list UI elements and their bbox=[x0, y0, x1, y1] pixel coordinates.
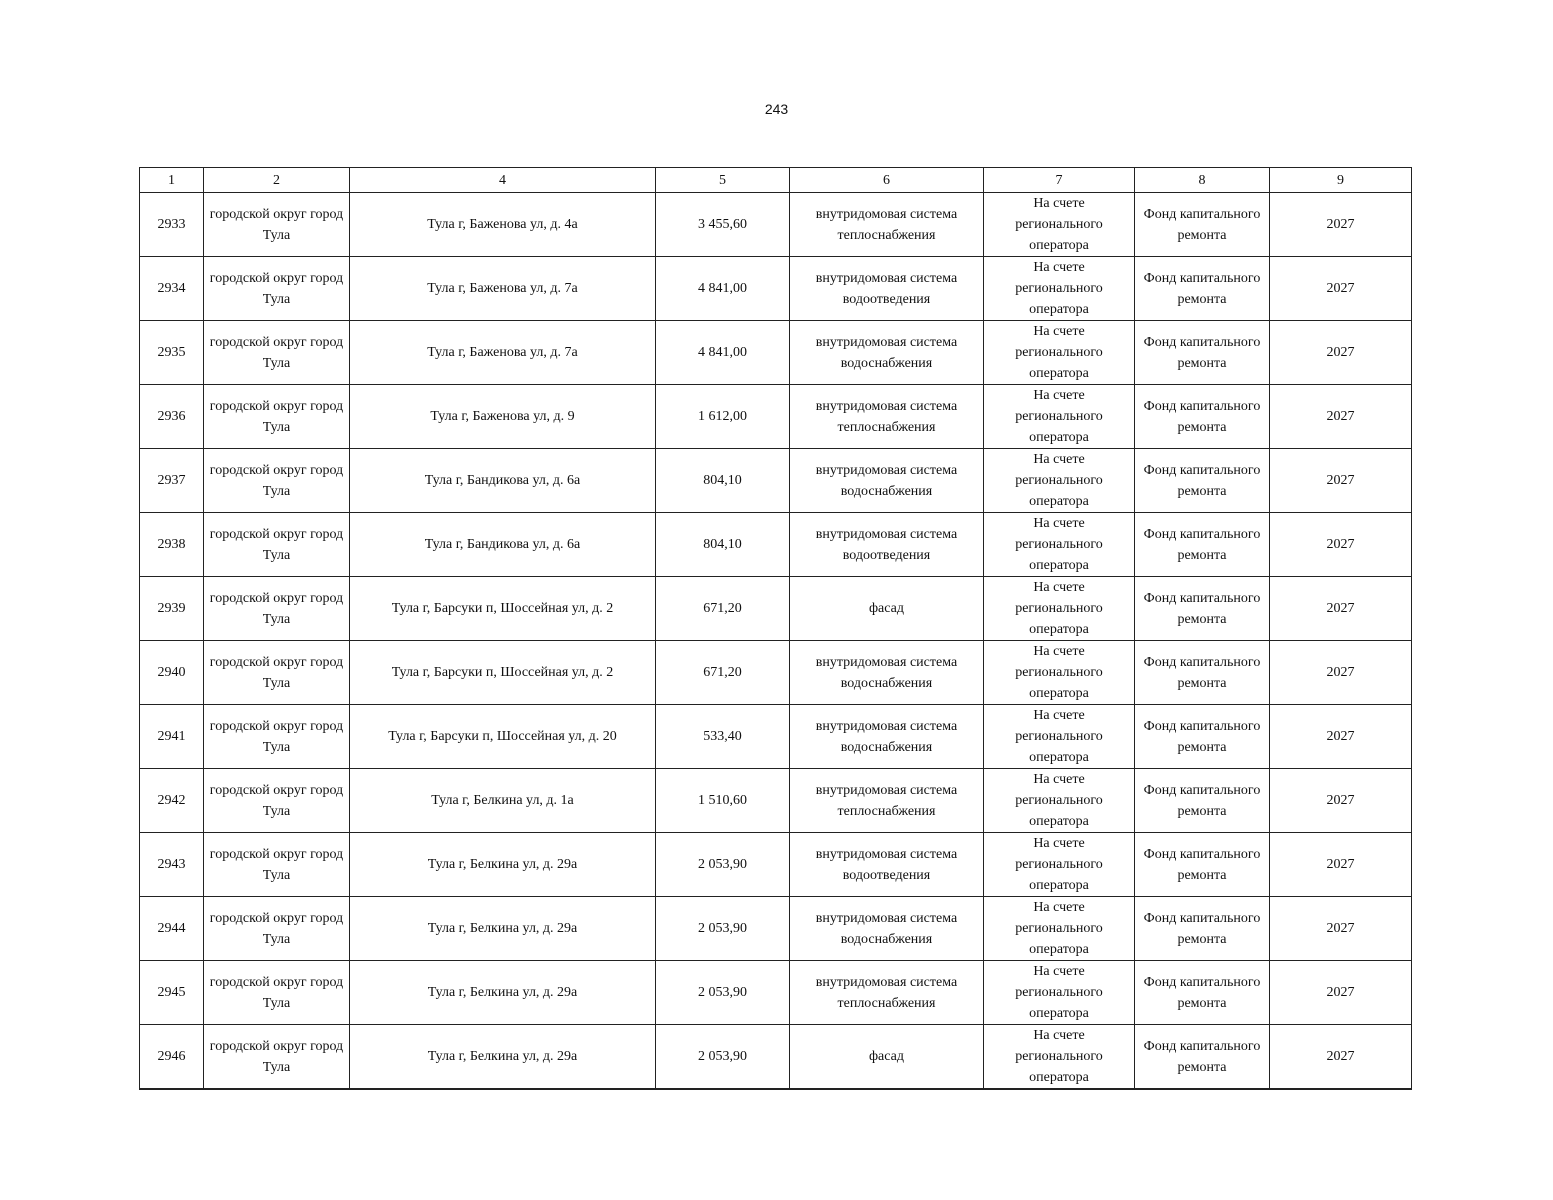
work-type-cell: внутридомовая система теплоснабжения bbox=[790, 385, 984, 449]
year-cell: 2027 bbox=[1270, 961, 1412, 1025]
account-cell: На счете регионального оператора bbox=[984, 1025, 1135, 1090]
municipality-cell: городской округ город Тула bbox=[204, 705, 350, 769]
address-cell: Тула г, Барсуки п, Шоссейная ул, д. 2 bbox=[350, 641, 656, 705]
area-cell: 2 053,90 bbox=[656, 897, 790, 961]
table-body bbox=[140, 193, 1412, 1090]
year-cell: 2027 bbox=[1270, 193, 1412, 257]
work-type-cell: внутридомовая система теплоснабжения bbox=[790, 961, 984, 1025]
table-row bbox=[140, 321, 1412, 385]
municipality-cell: городской округ город Тула bbox=[204, 385, 350, 449]
year-cell: 2027 bbox=[1270, 257, 1412, 321]
row-number-cell: 2941 bbox=[140, 705, 204, 769]
municipality-cell: городской округ город Тула bbox=[204, 577, 350, 641]
work-type-cell: фасад bbox=[790, 1025, 984, 1090]
page-number: 243 bbox=[764, 101, 789, 117]
area-cell: 671,20 bbox=[656, 577, 790, 641]
table-row bbox=[140, 769, 1412, 833]
year-cell: 2027 bbox=[1270, 1025, 1412, 1090]
row-number-cell: 2940 bbox=[140, 641, 204, 705]
account-cell: На счете регионального оператора bbox=[984, 321, 1135, 385]
account-cell: На счете регионального оператора bbox=[984, 641, 1135, 705]
work-type-cell: внутридомовая система водоснабжения bbox=[790, 641, 984, 705]
area-cell: 2 053,90 bbox=[656, 961, 790, 1025]
area-cell: 2 053,90 bbox=[656, 1025, 790, 1090]
area-cell: 804,10 bbox=[656, 513, 790, 577]
municipality-cell: городской округ город Тула bbox=[204, 769, 350, 833]
account-cell: На счете регионального оператора bbox=[984, 961, 1135, 1025]
year-cell: 2027 bbox=[1270, 321, 1412, 385]
row-number-cell: 2935 bbox=[140, 321, 204, 385]
funding-source-cell: Фонд капитального ремонта bbox=[1135, 833, 1270, 897]
row-number-cell: 2939 bbox=[140, 577, 204, 641]
municipality-cell: городской округ город Тула bbox=[204, 321, 350, 385]
account-cell: На счете регионального оператора bbox=[984, 257, 1135, 321]
area-cell: 1 612,00 bbox=[656, 385, 790, 449]
work-type-cell: внутридомовая система водоснабжения bbox=[790, 897, 984, 961]
municipality-cell: городской округ город Тула bbox=[204, 833, 350, 897]
table-row bbox=[140, 1025, 1412, 1090]
funding-source-cell: Фонд капитального ремонта bbox=[1135, 897, 1270, 961]
row-number-cell: 2934 bbox=[140, 257, 204, 321]
address-cell: Тула г, Баженова ул, д. 9 bbox=[350, 385, 656, 449]
area-cell: 804,10 bbox=[656, 449, 790, 513]
address-cell: Тула г, Баженова ул, д. 7а bbox=[350, 257, 656, 321]
work-type-cell: внутридомовая система водоснабжения bbox=[790, 449, 984, 513]
column-header: 2 bbox=[204, 168, 350, 193]
table-row bbox=[140, 577, 1412, 641]
municipality-cell: городской округ город Тула bbox=[204, 897, 350, 961]
column-header: 6 bbox=[790, 168, 984, 193]
column-header: 4 bbox=[350, 168, 656, 193]
year-cell: 2027 bbox=[1270, 833, 1412, 897]
municipality-cell: городской округ город Тула bbox=[204, 257, 350, 321]
account-cell: На счете регионального оператора bbox=[984, 193, 1135, 257]
column-header: 1 bbox=[140, 168, 204, 193]
address-cell: Тула г, Барсуки п, Шоссейная ул, д. 20 bbox=[350, 705, 656, 769]
municipality-cell: городской округ город Тула bbox=[204, 449, 350, 513]
year-cell: 2027 bbox=[1270, 577, 1412, 641]
address-cell: Тула г, Белкина ул, д. 29а bbox=[350, 961, 656, 1025]
funding-source-cell: Фонд капитального ремонта bbox=[1135, 577, 1270, 641]
account-cell: На счете регионального оператора bbox=[984, 897, 1135, 961]
area-cell: 533,40 bbox=[656, 705, 790, 769]
funding-source-cell: Фонд капитального ремонта bbox=[1135, 769, 1270, 833]
address-cell: Тула г, Белкина ул, д. 1а bbox=[350, 769, 656, 833]
municipality-cell: городской округ город Тула bbox=[204, 961, 350, 1025]
table-row bbox=[140, 705, 1412, 769]
row-number-cell: 2938 bbox=[140, 513, 204, 577]
municipality-cell: городской округ город Тула bbox=[204, 1025, 350, 1090]
work-type-cell: внутридомовая система водоотведения bbox=[790, 513, 984, 577]
table-row bbox=[140, 641, 1412, 705]
row-number-cell: 2942 bbox=[140, 769, 204, 833]
table-row bbox=[140, 385, 1412, 449]
table-header bbox=[140, 168, 1412, 193]
funding-source-cell: Фонд капитального ремонта bbox=[1135, 257, 1270, 321]
account-cell: На счете регионального оператора bbox=[984, 705, 1135, 769]
table-row bbox=[140, 193, 1412, 257]
table-row bbox=[140, 897, 1412, 961]
account-cell: На счете регионального оператора bbox=[984, 513, 1135, 577]
row-number-cell: 2933 bbox=[140, 193, 204, 257]
table-row bbox=[140, 449, 1412, 513]
year-cell: 2027 bbox=[1270, 449, 1412, 513]
address-cell: Тула г, Баженова ул, д. 7а bbox=[350, 321, 656, 385]
table-row bbox=[140, 961, 1412, 1025]
area-cell: 4 841,00 bbox=[656, 257, 790, 321]
address-cell: Тула г, Бандикова ул, д. 6а bbox=[350, 513, 656, 577]
address-cell: Тула г, Баженова ул, д. 4а bbox=[350, 193, 656, 257]
account-cell: На счете регионального оператора bbox=[984, 385, 1135, 449]
account-cell: На счете регионального оператора bbox=[984, 833, 1135, 897]
column-header: 7 bbox=[984, 168, 1135, 193]
account-cell: На счете регионального оператора bbox=[984, 577, 1135, 641]
municipality-cell: городской округ город Тула bbox=[204, 193, 350, 257]
year-cell: 2027 bbox=[1270, 385, 1412, 449]
funding-source-cell: Фонд капитального ремонта bbox=[1135, 321, 1270, 385]
funding-source-cell: Фонд капитального ремонта bbox=[1135, 385, 1270, 449]
account-cell: На счете регионального оператора bbox=[984, 769, 1135, 833]
column-header: 5 bbox=[656, 168, 790, 193]
address-cell: Тула г, Белкина ул, д. 29а bbox=[350, 833, 656, 897]
work-type-cell: фасад bbox=[790, 577, 984, 641]
table-row bbox=[140, 833, 1412, 897]
column-header: 8 bbox=[1135, 168, 1270, 193]
column-header: 9 bbox=[1270, 168, 1412, 193]
year-cell: 2027 bbox=[1270, 897, 1412, 961]
year-cell: 2027 bbox=[1270, 513, 1412, 577]
area-cell: 1 510,60 bbox=[656, 769, 790, 833]
municipality-cell: городской округ город Тула bbox=[204, 641, 350, 705]
address-cell: Тула г, Белкина ул, д. 29а bbox=[350, 1025, 656, 1090]
work-type-cell: внутридомовая система теплоснабжения bbox=[790, 193, 984, 257]
address-cell: Тула г, Белкина ул, д. 29а bbox=[350, 897, 656, 961]
funding-source-cell: Фонд капитального ремонта bbox=[1135, 961, 1270, 1025]
work-type-cell: внутридомовая система водоотведения bbox=[790, 257, 984, 321]
row-number-cell: 2937 bbox=[140, 449, 204, 513]
year-cell: 2027 bbox=[1270, 705, 1412, 769]
capital-repair-table bbox=[139, 167, 1412, 1090]
area-cell: 3 455,60 bbox=[656, 193, 790, 257]
work-type-cell: внутридомовая система водоснабжения bbox=[790, 705, 984, 769]
year-cell: 2027 bbox=[1270, 641, 1412, 705]
row-number-cell: 2943 bbox=[140, 833, 204, 897]
work-type-cell: внутридомовая система водоснабжения bbox=[790, 321, 984, 385]
address-cell: Тула г, Бандикова ул, д. 6а bbox=[350, 449, 656, 513]
work-type-cell: внутридомовая система теплоснабжения bbox=[790, 769, 984, 833]
row-number-cell: 2944 bbox=[140, 897, 204, 961]
municipality-cell: городской округ город Тула bbox=[204, 513, 350, 577]
row-number-cell: 2936 bbox=[140, 385, 204, 449]
area-cell: 671,20 bbox=[656, 641, 790, 705]
table-row bbox=[140, 513, 1412, 577]
address-cell: Тула г, Барсуки п, Шоссейная ул, д. 2 bbox=[350, 577, 656, 641]
funding-source-cell: Фонд капитального ремонта bbox=[1135, 193, 1270, 257]
year-cell: 2027 bbox=[1270, 769, 1412, 833]
funding-source-cell: Фонд капитального ремонта bbox=[1135, 449, 1270, 513]
funding-source-cell: Фонд капитального ремонта bbox=[1135, 513, 1270, 577]
work-type-cell: внутридомовая система водоотведения bbox=[790, 833, 984, 897]
area-cell: 4 841,00 bbox=[656, 321, 790, 385]
funding-source-cell: Фонд капитального ремонта bbox=[1135, 641, 1270, 705]
area-cell: 2 053,90 bbox=[656, 833, 790, 897]
funding-source-cell: Фонд капитального ремонта bbox=[1135, 705, 1270, 769]
header-row bbox=[140, 168, 1412, 193]
account-cell: На счете регионального оператора bbox=[984, 449, 1135, 513]
row-number-cell: 2946 bbox=[140, 1025, 204, 1090]
row-number-cell: 2945 bbox=[140, 961, 204, 1025]
table-row bbox=[140, 257, 1412, 321]
funding-source-cell: Фонд капитального ремонта bbox=[1135, 1025, 1270, 1090]
